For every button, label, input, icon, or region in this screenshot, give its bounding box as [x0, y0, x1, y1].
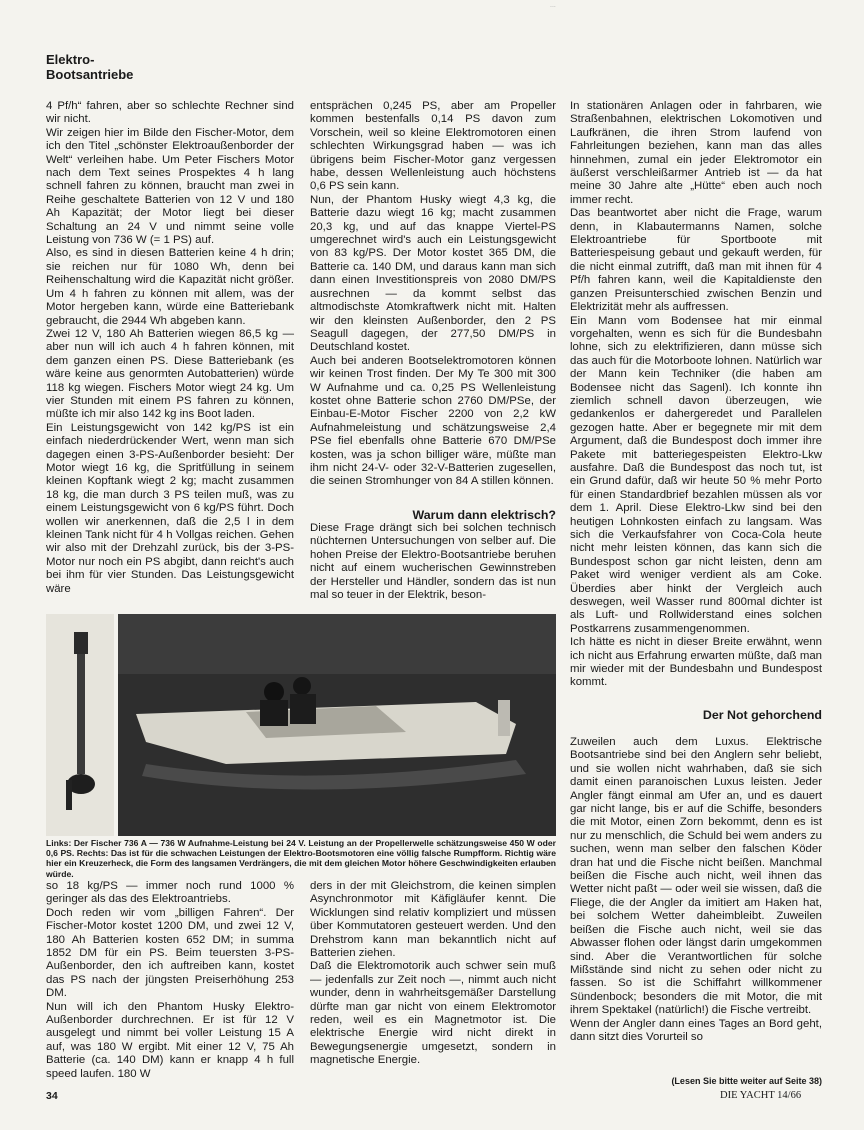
paragraph: Ich hätte es nicht in dieser Breite erwähnt, wenn ich nicht aus Erfahrung erwarten müßte, daß man mir wieder mit der Bundesbahn und Bundespost kommt. — [570, 636, 822, 689]
paragraph: Zuweilen auch dem Luxus. Elektrische Bootsantriebe sind bei den Anglern sehr beliebt, und sie wollen nicht wahrhaben, daß sie sich damit einen paranoischen Luxus leisten. Jeder Angler fängt einmal am Ufer an, und es dauert gar nicht lange, bis er auf die Schiffe, besonders die mit Motor, einen Zorn bekommt, denn es ist nur zu menschlich, die Schuld bei wem anders zu suchen, wenn man selber den falschen Köder dran hat und die Fische nicht beißen. Manchmal beißen die Fische auch nicht, weil ihnen das Wetter nicht paßt — oder weil sie wissen, daß die Fliege, die der Angler da imitiert am Haken hat, bei solchem Wetter daheimbleibt. Zuweilen beißen die Fische auch nicht, weil sie das Abwasser flohen oder längst darin umgekommen sind. Aber die Verantwortlichen für solche Mißstände sind nicht zu sehen oder nicht zu fassen. So ist die Schiffahrt willkommener Sündenbock; besonders die mit Motor, die mit ihrem Spektakel (natürlich!) die Fische vertreibt. — [570, 736, 822, 1017]
paragraph: Auch bei anderen Bootselektromotoren können wir keinen Trost finden. Der My Te 300 mit 300 W Aufnahme und ca. 0,25 PS Wellenleistung kostet ohne Batterie schon 2760 DM/PSe, der Einbau-E-Motor Fischer 2200 von 2,2 kW Aufnahmeleistung und schätzungsweise 2,4 PSe fiel ebenfalls ohne Batterie 670 DM/PSe kosten, was ja schon billiger wäre, müßte man ihm nicht 24-V- oder 32-V-Batterien zugesellen, die seinen Stromhunger von 84 A stillen können. — [310, 354, 556, 488]
column-1-top — [46, 100, 294, 596]
motor-head — [74, 632, 88, 654]
scan-stamp: ... — [550, 2, 556, 9]
column-3-top — [570, 100, 822, 690]
paragraph: Also, es sind in diesen Batterien keine 4 h drin; sie reichen nur für 1080 Wh, denn bei Reihenschaltung wird die Kapazität nicht größer. Um 4 h fahren zu können mit allem, was der Motor hergeben kann, würde eine Batteriebank gebraucht, die 2944 Wh abgeben kann. — [46, 247, 294, 327]
paragraph: Ein Leistungsgewicht von 142 kg/PS ist ein einfach niederdrückender Wert, wenn man sich dagegen einen 3-PS-Außenborder besieht: Der Motor wiegt 16 kg, die Spritfüllung in seinem kleinen Kopftank wiegt 2 kg; macht zusammen 18 kg, die man durch 3 PS teilen muß, was zu einem Leistungsgewicht von 6 kg/PS führt. Doch wollen wir anerkennen, daß die 2,5 l in dem kleinen Tank nicht für 4 h Vollgas reichen. Gehen wir also mit der Drehzahl zurück, bis der 3-PS-Motor nur noch ein PS abgibt, dann reicht's auch bei ihm für vier Stunden. Das Leistungsgewicht wäre — [46, 421, 294, 595]
section-heading — [46, 52, 133, 82]
person-1-body — [260, 700, 288, 726]
paragraph: Wenn der Angler dann eines Tages an Bord geht, dann sitzt dies Vorurteil so — [570, 1017, 822, 1043]
page-number: 34 — [46, 1090, 58, 1102]
heading-line-2: Bootsantriebe — [46, 67, 134, 82]
propeller-blade — [66, 780, 72, 810]
person-1-head — [264, 682, 284, 702]
paragraph: Wir zeigen hier im Bilde den Fischer-Motor, dem ich den Titel „schönster Elektroaußenborder der Welt“ verleihen habe. Um Peter Fischers Motor nach dem Text seines Prospektes 4 h lang schnell fahren zu können, braucht man zwei in Reihe geschaltete Batterien von 12 V und 180 Ah Kapazität; der Motor liegt bei dieser Schaltung an 24 V und nimmt seine volle Leistung von 736 W (= 1 PS) auf. — [46, 126, 294, 247]
person-2-body — [290, 694, 316, 724]
paragraph: so 18 kg/PS — immer noch rund 1000 % geringer als das des Elektroantriebs. — [46, 880, 294, 906]
paragraph: entsprächen 0,245 PS, aber am Propeller kommen bestenfalls 0,14 PS davon zum Vorschein, weil so kleine Elektromotoren einen schlechten Wirkungsgrad haben — was ich übrigens beim Fischer-Motor ganz vergessen habe, dessen Wellenleistung auch höchstens 0,6 PS sein kann. — [310, 100, 556, 193]
paragraph: ders in der mit Gleichstrom, die keinen simplen Asynchronmotor mit Käfigläufer kennt. Die Wicklungen sind relativ kompliziert und müssen über Kommutatoren gesteuert werden. Und den Drehstrom kann man bekanntlich nicht auf Batterien ziehen. — [310, 880, 556, 960]
paragraph: Zwei 12 V, 180 Ah Batterien wiegen 86,5 kg — aber nun will ich auch 4 h fahren können, mit dem ganzen einen PS. Diese Batteriebank (es wäre keine aus genormten Autobatterien) würde 118 kg wiegen. Fischers Motor wiegt 24 kg. Um vier Stunden mit einem PS fahren zu können, müßte ich mir also 142 kg ins Boot laden. — [46, 327, 294, 421]
photo-caption: Links: Der Fischer 736 A — 736 W Aufnahme-Leistung bei 24 V. Leistung an der Propellerwelle schätzungsweise 450 W oder 0,6 PS. Rechts: Das ist für die schwachen Leistungen der Elektro-Bootsmotoren eine völlig falsche Rumpfform. Richtig wäre hier ein Kreuzerheck, die Form des langsamen Verdrängers, die mit dem gleichen Motor höhere Geschwindigkeiten erlauben würde. — [46, 838, 556, 879]
paragraph: Nun, der Phantom Husky wiegt 4,3 kg, die Batterie dazu wiegt 16 kg; macht zusammen 20,3 kg, und auf das knappe Viertel-PS umgerechnet wird's auch ein Leistungsgewicht von 83 kg/PS. Der Motor kostet 365 DM, die Batterie ca. 140 DM, und daraus kann man sich dann einen Investitionspreis von 2080 DM/PS ausrechnen — da kommt selbst das altmodischste Atomkraftwerk nicht mit. Halten wir den kleinsten Außenborder, den 2 PS Seagull dagegen, der 277,50 DM/PS in Deutschland kostet. — [310, 193, 556, 354]
column-1-bottom — [46, 880, 294, 1081]
paragraph: Das beantwortet aber nicht die Frage, warum denn, in Klabautermanns Namen, solche Elektroantriebe für Sportboote mit Batteriespeisung gebaut und gekauft werden, für die nicht einmal zutrifft, daß man mit ihnen für 4 Pf/h fahren kann, weil die Kapitaldienste den ganzen Preisunterschied zwischen Benzin und Elektrizität mehr als auffressen. — [570, 207, 822, 314]
column-3-bottom — [570, 736, 822, 1044]
column-2-top — [310, 100, 556, 489]
paragraph: Ein Mann vom Bodensee hat mir einmal vorgehalten, wenn es sich für die Bundesbahn lohne, sich zu elektrifizieren, dann müsse sich das auch für die Motorboote lohnen. Natürlich war der Mann kein Techniker (die haben am Bodensee nicht das Sagenl). Ich konnte ihn ziemlich schnell davon überzeugen, wie gedankenlos er dahergeredet und Parallelen gezogen hatte. Aber er begegnete mir mit dem Argument, daß die Bundespost doch immer ihre Pakete mit batteriegespeisten Elektro-Lkw ausfahre. Daß die Bundespost das noch tut, ist ein Grund dafür, daß wir heute 50 % mehr Porto für einen Standardbrief bezahlen müssen als vor dem 1. April. Diese Elektro-Lkw sind bei den heutigen Lohnkosten einfach zu langsam. Was sich die Verkaufsfahrer von Coca-Cola heute nicht mehr leisten können, das kann sich die Bundespost schon gar nicht leisten, denn am Paket wird weniger verdient als am Coke. Überdies aber hinkt der Vergleich auch deswegen, weil Wasser rund 800mal dichter ist als Luft- und Rollwiderstand eines solchen Postkarrens zusammengenommen. — [570, 314, 823, 635]
paragraph: Doch reden wir vom „billigen Fahren“. Der Fischer-Motor kostet 1200 DM, und zwei 12 V, 180 Ah Batterien kosten 652 DM; in summa 1852 DM für ein PS. Beim teuersten 3-PS-Außenborder, den ich auftreiben kann, kostet das PS nach der jüngsten Preiserhöhung 253 DM. — [46, 906, 294, 1000]
photo-motor-and-boat — [46, 614, 556, 836]
person-2-head — [293, 677, 311, 695]
paragraph: Diese Frage drängt sich bei solchen technisch nüchternen Untersuchungen von selber auf. Die hohen Preise der Elektro-Bootsantriebe beruhen nicht auf einem wucherischen Gewinnstreben der Hersteller und Händler, sondern das ist nun mal so teuer in der Elektrik, beson- — [310, 522, 556, 602]
paragraph: Daß die Elektromotorik auch schwer sein muß — jedenfalls zur Zeit noch —, nimmt auch nicht wunder, denn in wahrheitsgemäßer Darstellung dürfte man gar nicht von einem Elektromotor reden, weil es ein Magnetmotor ist. Die elektrische Energie wird nicht direkt in Bewegungsenergie umgesetzt, sondern in magnetische Energie. — [310, 960, 556, 1067]
continued-note: (Lesen Sie bitte weiter auf Seite 38) — [671, 1076, 822, 1086]
column-2-bottom — [310, 880, 556, 1068]
heading-line-1: Elektro- — [46, 52, 95, 67]
water-top — [118, 614, 556, 674]
paragraph: Nun will ich den Phantom Husky Elektro-Außenborder durchrechnen. Er ist für 12 V ausgelegt und nimmt bei voller Leistung 15 A auf, was 180 W ergibt. Mit einer 12 V, 75 Ah Batterie (ca. 140 DM) kann er knapp 4 h full speed laufen. 180 W — [46, 1000, 294, 1080]
paragraph: In stationären Anlagen oder in fahrbaren, wie Straßenbahnen, elektrischen Lokomotiven und Laufkränen, die ihren Strom laufend von Fahrleitungen beziehen, kann man das alles hinnehmen, zumal ein jeder Elektromotor ein äußerst verschleißarmer Antrieb ist — da hat meine 30 Jahre alte „Hütte“ eben auch noch immer recht. — [570, 100, 822, 206]
outboard-motor — [498, 700, 510, 736]
column-2-continued — [310, 522, 556, 602]
magazine-issue: DIE YACHT 14/66 — [720, 1090, 802, 1101]
motor-shaft — [77, 654, 85, 774]
paragraph: 4 Pf/h“ fahren, aber so schlechte Rechner sind wir nicht. — [46, 100, 294, 126]
subheading-warum: Warum dann elektrisch? — [412, 508, 556, 522]
subheading-not-gehorchend: Der Not gehorchend — [702, 708, 822, 722]
